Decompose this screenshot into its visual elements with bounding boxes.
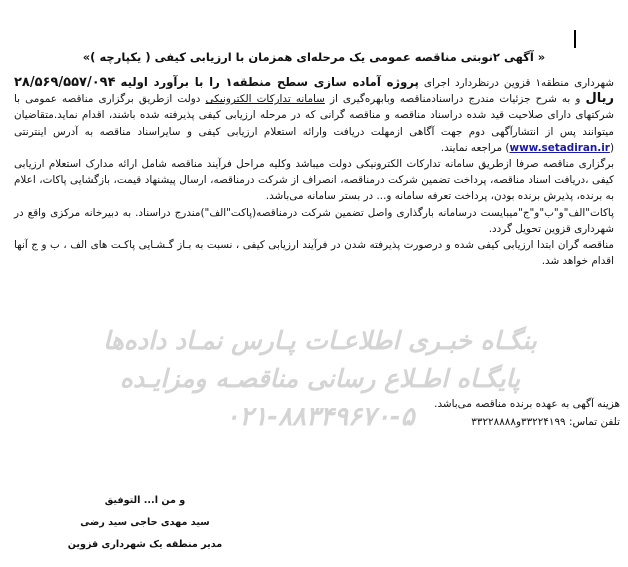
signature-block: [60, 490, 230, 556]
paragraph-1-end: ) مراجعه نمایند.: [440, 141, 510, 154]
estimated-amount: ۲۸/۵۶۹/۵۵۷/۰۹۴: [14, 75, 116, 90]
paragraph-2: برگزاری مناقصه صرفا ازطریق سامانه تدارکات الکترونیکی دولت میباشد وکلیه مراحل فرآیند مناقصه شامل ارائه مدارک استعلام ارزیابی کیفی ،دریافت اسناد مناقصه، پرداخت تضمین شرکت درمناقصه، انصراف از شرکت درمناقصه، ارسال پیشنهاد قیمت، بازگشایی پاکات، اعلام به برنده، پذیرش برنده بودن، پرداخت تعرفه سامانه و... در بستر سامانه می‌باشد.: [14, 158, 614, 203]
paragraph-1-details: دولت ازطریق برگزاری مناقصه عمومی با شرکتهای دارای صلاحیت قید شده دراسناد مناقصه و مناقصه گرانی که در مرحله ارزیابی کیفی پذیرفته شده باشند، اقدام نماید.متقاضیان میتوانند پس از انتشارآگهی دوم جهت آگاهی ازمهلت دریافت وارائه استعلام ارزیابی کیفی و سایراسناد مناقصه به آدرس اینترنتی (: [14, 93, 614, 154]
paragraph-3: پاکات"الف"و"ب"و"ج"میبایست درسامانه بارگذاری واصل تضمین شرکت درمناقصه(پاکت"الف")مندرج دراسناد. به دبیرخانه مرکزی واقع در شهرداری قزوین تحویل گردد.: [14, 206, 614, 235]
contact-phone: تلفن تماس: ۳۳۲۲۴۱۹۹و۳۳۲۲۸۸۸۸: [471, 416, 620, 428]
paragraph-1: [14, 74, 614, 156]
project-name: پروژه آماده سازی سطح منطقه۱ را با برآورد اولیه: [120, 75, 419, 89]
e-procurement-system-link[interactable]: سامانه تدارکات الکترونیکی: [205, 93, 325, 106]
notice-body: [14, 74, 614, 269]
cost-note: هزینه آگهی به عهده برنده مناقصه می‌باشد.: [434, 398, 620, 410]
notice-title: « آگهی ۲نوبتی مناقصه عمومی یک مرحله‌ای همزمان با ارزیابی کیفی ( یکپارچه )»: [82, 50, 546, 64]
watermark-line-1: بنگـاه خبـری اطلاعـات پـارس نمـاد داده‌ها: [103, 326, 537, 355]
signature-closing: و من ا... التوفیق: [104, 495, 186, 506]
setadiran-url-link[interactable]: www.setadiran.ir: [509, 141, 610, 154]
cursor-bar: [574, 30, 576, 48]
paragraph-4: مناقصه گران ابتدا ارزیابی کیفی شده و درصورت پذیرفته شدن در فرآیند ارزیابی کیفی ، نسبت به بـاز گـشـایی پاکـت های الف ، ب و ج آنها اقدام خواهد شد.: [14, 239, 614, 268]
paragraph-1-continued: و به شرح جزئیات مندرج دراسنادمناقصه وبابهره‌گیری از: [329, 93, 581, 106]
watermark-line-2: پایگـاه اطـلاع رسانی مناقصـه ومزایـده: [119, 364, 521, 393]
watermark-phone: ۰۲۱-۸۸۳۴۹۶۷۰-۵: [225, 402, 415, 432]
currency-label: ریال: [585, 91, 614, 107]
intro-text: شهرداری منطقه۱ قزوین درنظردارد اجرای: [423, 77, 615, 89]
signatory-title: مدیر منطقه یک شهرداری قزوین: [67, 539, 223, 550]
signatory-name: سید مهدی حاجی سید رضی: [80, 517, 210, 528]
